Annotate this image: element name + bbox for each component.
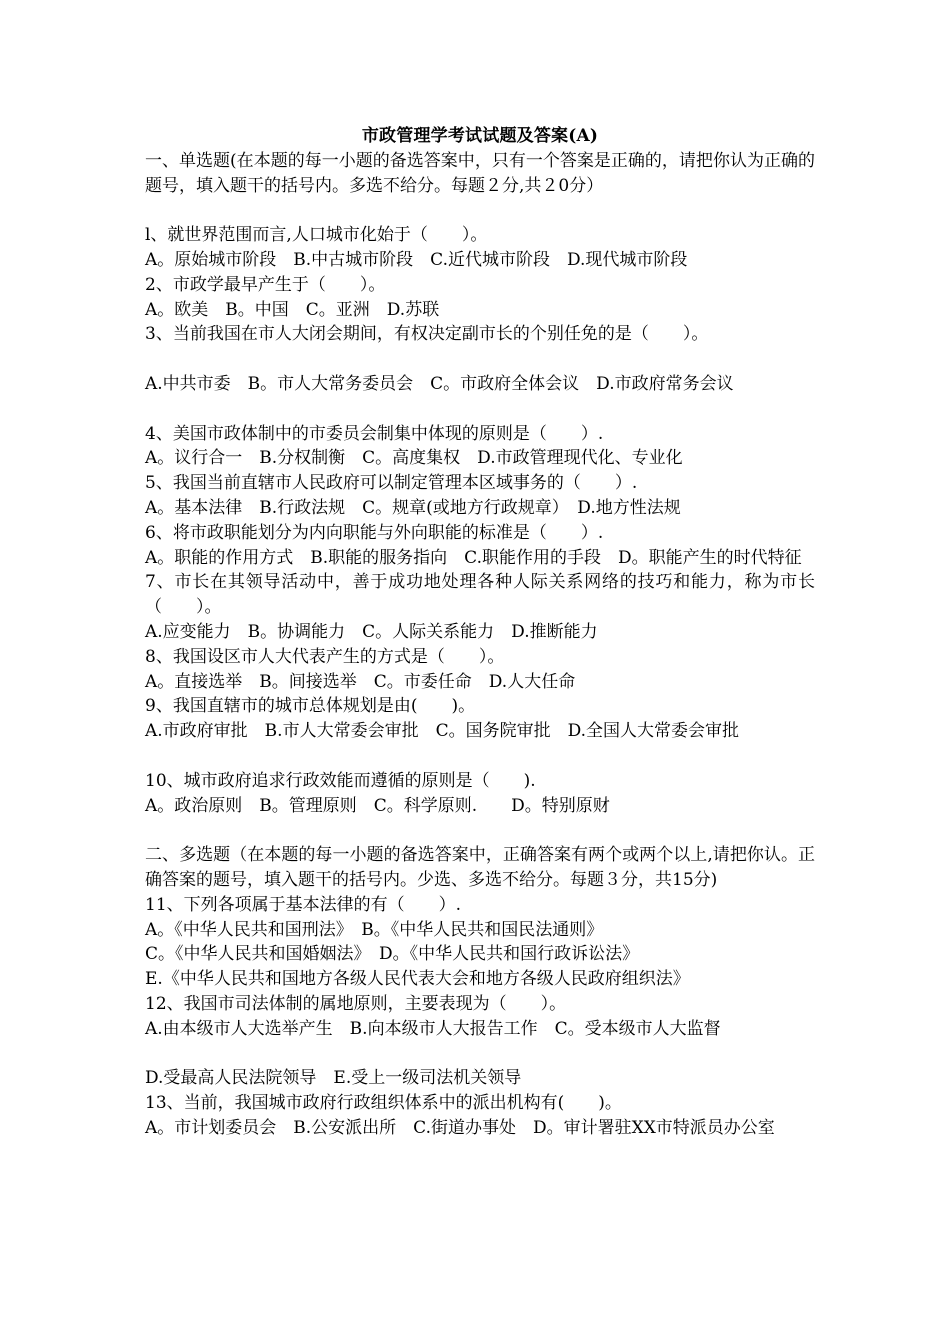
q4-stem: 4、美国市政体制中的市委员会制集中体现的原则是（ ）. [145, 423, 604, 444]
document-body [145, 124, 815, 1141]
q3-stem: 3、当前我国在市人大闭会期间，有权决定副市长的个别任免的是（ ）。 [145, 324, 709, 345]
q12-options-abc: A.由本级市人大选举产生 B.向本级市人大报告工作 C。受本级市人大监督 [145, 1018, 721, 1039]
q12-stem: 12、我国市司法体制的属地原则，主要表现为（ ）。 [145, 993, 567, 1014]
blank-line [145, 198, 815, 223]
q2-stem: 2、市政学最早产生于（ ）。 [145, 274, 386, 295]
q9-options: A.市政府审批 B.市人大常委会审批 C。国务院审批 D.全国人大常委会审批 [145, 721, 740, 742]
section1-intro: 一、单选题(在本题的每一小题的备选答案中，只有一个答案是正确的，请把你认为正确的题号，填入题干的括号内。多选不给分。每题２分,共２0分） [145, 150, 815, 196]
q5-stem: 5、我国当前直辖市人民政府可以制定管理本区域事务的（ ）. [145, 473, 638, 494]
q11-stem: 11、下列各项属于基本法律的有（ ）. [145, 894, 462, 915]
document-title: 市政管理学考试试题及答案(A) [361, 126, 599, 146]
blank-line [145, 397, 815, 422]
q5-options: A。基本法律 B.行政法规 C。规章(或地方行政规章） D.地方性法规 [145, 497, 681, 518]
q6-stem: 6、将市政职能划分为内向职能与外向职能的标准是（ ）. [145, 522, 604, 543]
blank-line [145, 744, 815, 769]
q11-options-e: E.《中华人民共和国地方各级人民代表大会和地方各级人民政府组织法》 [145, 969, 690, 990]
q3-options: A.中共市委 B。市人大常务委员会 C。市政府全体会议 D.市政府常务会议 [145, 373, 734, 394]
q1-stem: l、就世界范围而言,人口城市化始于（ ）。 [145, 225, 488, 246]
q13-stem: 13、当前，我国城市政府行政组织体系中的派出机构有( )。 [145, 1093, 622, 1114]
q2-options: A。欧美 B。中国 C。亚洲 D.苏联 [145, 299, 440, 320]
q1-options: A。原始城市阶段 B.中古城市阶段 C.近代城市阶段 D.现代城市阶段 [145, 249, 688, 270]
q4-options: A。议行合一 B.分权制衡 C。高度集权 D.市政管理现代化、专业化 [145, 448, 683, 469]
q7-stem: 7、市长在其领导活动中，善于成功地处理各种人际关系网络的技巧和能力，称为市长（ ）。 [145, 572, 815, 618]
section2-intro: 二、多选题（在本题的每一小题的备选答案中，正确答案有两个或两个以上,请把你认。正确答案的题号，填入题干的括号内。少选、多选不给分。每题３分，共15分) [145, 845, 815, 890]
q8-options: A。直接选举 B。间接选举 C。市委任命 D.人大任命 [145, 671, 576, 692]
q9-stem: 9、我国直辖市的城市总体规划是由( )。 [145, 696, 476, 717]
q7-options: A.应变能力 B。协调能力 C。人际关系能力 D.推断能力 [145, 621, 598, 642]
q10-stem: 10、城市政府追求行政效能而遵循的原则是（ ). [145, 770, 536, 791]
blank-line [145, 1041, 815, 1066]
q6-options: A。职能的作用方式 B.职能的服务指向 C.职能作用的手段 D。职能产生的时代特征 [145, 547, 802, 568]
blank-line [145, 347, 815, 372]
q11-options-ab: A。《中华人民共和国刑法》 B。《中华人民共和国民法通则》 [145, 919, 604, 940]
q10-options: A。政治原则 B。管理原则 C。科学原则. D。特别原财 [145, 795, 610, 816]
q11-options-cd: C。《中华人民共和国婚姻法》 D。《中华人民共和国行政诉讼法》 [145, 944, 640, 965]
q13-options: A。市计划委员会 B.公安派出所 C.街道办事处 D。审计署驻XX市特派员办公室 [145, 1117, 775, 1138]
q12-options-de: D.受最高人民法院领导 E.受上一级司法机关领导 [145, 1068, 522, 1089]
blank-line [145, 818, 815, 843]
q8-stem: 8、我国设区市人大代表产生的方式是（ ）。 [145, 646, 505, 667]
